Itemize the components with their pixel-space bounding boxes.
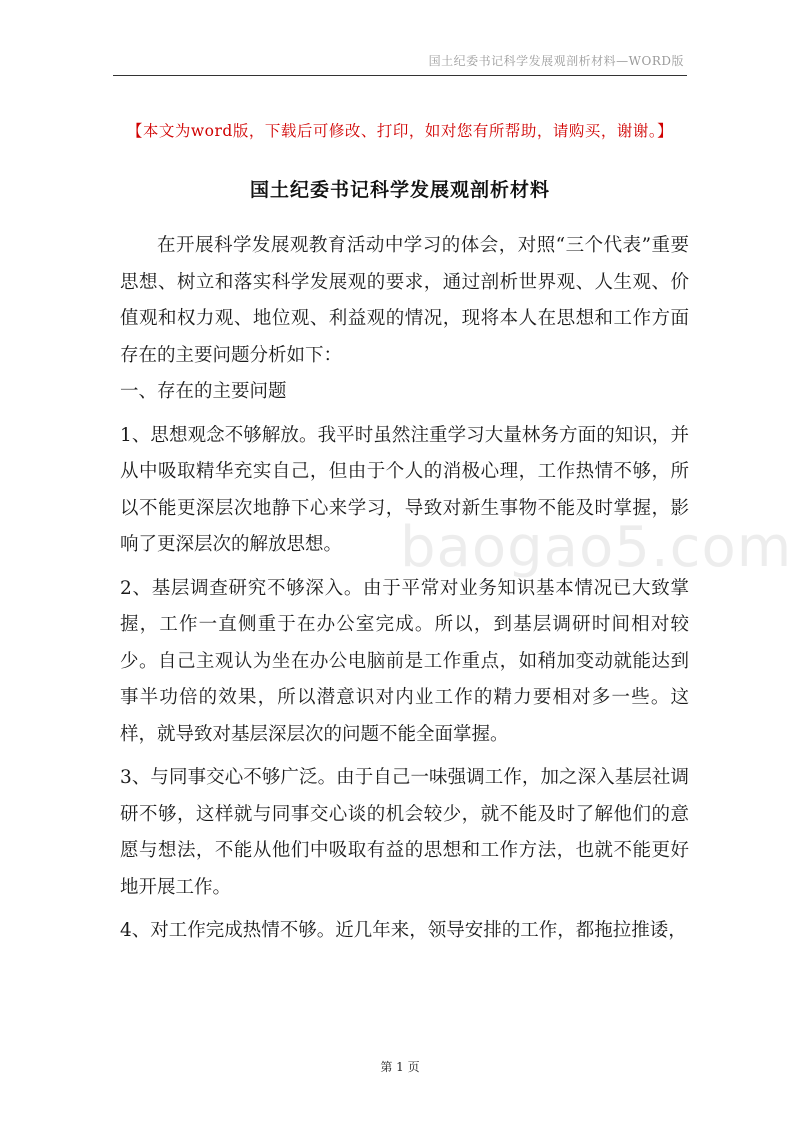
problem-item-4: 4、对工作完成热情不够。近几年来，领导安排的工作，都拖拉推诿，	[120, 920, 687, 941]
problem-item-2: 2、基层调查研究不够深入。由于平常对业务知识基本情况已大致掌握，工作一直侧重于在办公室完成。所以，到基层调研时间相对较少。自己主观认为坐在办公电脑前是工作重点，如稍加变动就能达到事半功倍的效果，所以潜意识对内业工作的精力要相对多一些。这样，就导致对基层深层次的问题不能全面掌握。	[120, 577, 689, 745]
problem-item-3: 3、与同事交心不够广泛。由于自己一味强调工作，加之深入基层社调研不够，这样就与同事交心谈的机会较少，就不能及时了解他们的意愿与想法，不能从他们中吸取有益的思想和工作方法，也就不能更好地开展工作。	[120, 767, 689, 898]
page-number: 第 1 页	[380, 1060, 420, 1074]
header-divider	[113, 75, 687, 76]
section-heading: 一、存在的主要问题	[120, 381, 287, 402]
document-title: 国土纪委书记科学发展观剖析材料	[249, 179, 550, 201]
download-notice: 【本文为word版，下载后可修改、打印，如对您有所帮助，请购买，谢谢。】	[126, 122, 674, 140]
intro-paragraph: 在开展科学发展观教育活动中学习的体会，对照“三个代表”重要思想、树立和落实科学发展观的要求，通过剖析世界观、人生观、价值观和权力观、地位观、利益观的情况，现将本人在思想和工作方面存在的主要问题分析如下：	[120, 235, 689, 366]
running-header: 国土纪委书记科学发展观剖析材料—WORD版	[428, 54, 684, 68]
problem-item-1: 1、思想观念不够解放。我平时虽然注重学习大量林务方面的知识，并从中吸取精华充实自己，但由于个人的消极心理，工作热情不够，所以不能更深层次地静下心来学习，导致对新生事物不能及时掌握，影响了更深层次的解放思想。	[120, 424, 689, 555]
document-body	[120, 228, 689, 950]
watermark: baogao5.com	[400, 515, 793, 580]
